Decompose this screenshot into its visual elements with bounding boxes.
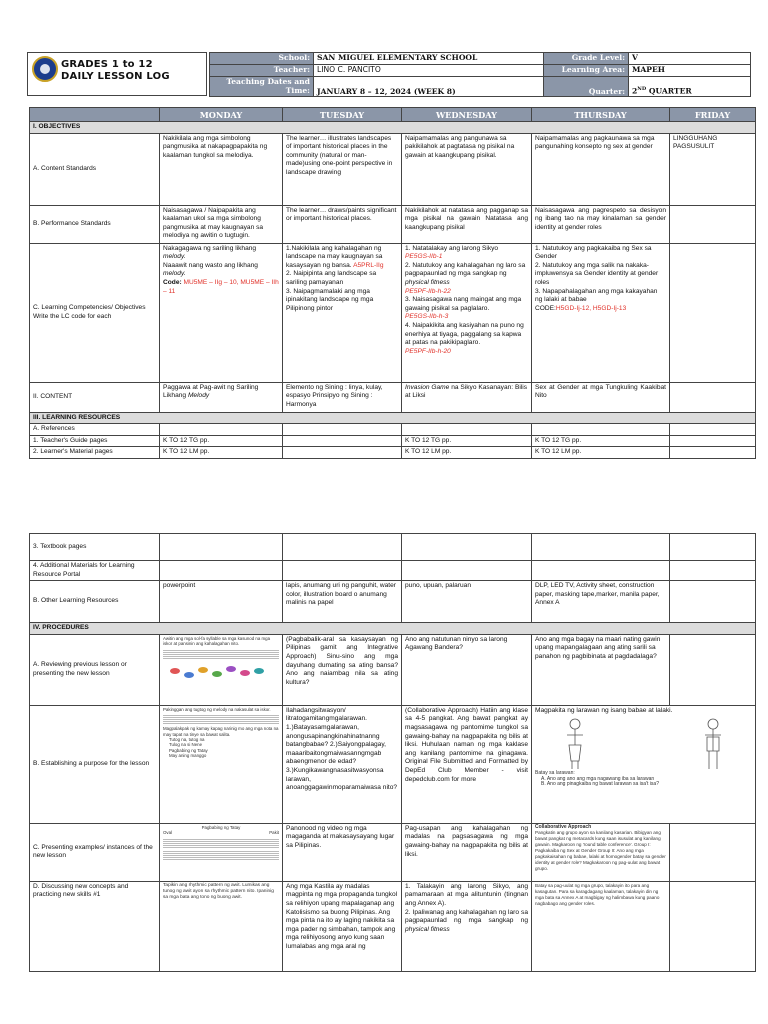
log-title: [61, 59, 170, 83]
score-staff-1: [163, 838, 279, 848]
competency-wed-4: 4. Naipakikita ang kasiyahan na puno ng enerhiya at tiyaga, paggalang sa kapwa at patas na pakikipaglaro.: [405, 321, 524, 347]
day-header-tuesday: TUESDAY: [283, 108, 402, 122]
additional-materials-row: [30, 561, 756, 581]
content-mon-text: Paggawa at Pag-awit ng Sariling Likhang: [163, 383, 259, 400]
competencies-mon: [160, 243, 283, 382]
competencies-row: [30, 243, 756, 382]
other-resources-tue: lapis, anumang uri ng panguhit, water color, illustration board o anumang malinis na papel: [283, 581, 402, 623]
presenting-wed: Pag-usapan ang kahalagahan ng madalas na pagsasagawa ng mga gawaing-bahay na nagpapakita ng bilis at liksi.: [402, 823, 532, 881]
lesson-log-table-page2: [29, 533, 756, 972]
content-wed: [402, 382, 532, 412]
references-row: [30, 424, 756, 436]
other-resources-thu: DLP, LED TV, Activity sheet, construction paper, masking tape,marker, manila paper, Annex A: [532, 581, 670, 623]
deped-header-logo-box: [27, 52, 207, 96]
competency-thu-1: 1. Natutukoy ang pagkakaiba ng Sex sa Gender: [535, 244, 652, 261]
objectives-section-label: I. OBJECTIVES: [30, 122, 756, 134]
reviewing-label: A. Reviewing previous lesson or presenting the new lesson: [30, 634, 160, 705]
textbook-pages-row: [30, 534, 756, 561]
competency-wed-2-text: 2. Natutukoy ang kahalagahan ng laro sa pagpapaunlad ng mga sangkap ng: [405, 261, 526, 278]
content-standards-fri: LINGGUHANG PAGSUSULIT: [670, 133, 756, 205]
establishing-wed: (Collaborative Approach) Hatiin ang klase sa 4-5 pangkat. Ang bawat pangkat ay magsasagawa ng pantomime tungkol sa gawaing-bahay na nagpapakita ng bilis at liksi. Huhulaan naman ng mga kaklase ang kanilang pantomime na ginagawa. Original File Submitted and Formatted by DepEd Club Member - visit depedclub.com for more: [402, 705, 532, 823]
additional-materials-label: 4. Additional Materials for Learning Resource Portal: [30, 561, 160, 581]
day-header-thursday: THURSDAY: [532, 108, 670, 122]
discussing-thu-text: Batay sa pag-uulat ng mga grupo, talakayin ito para ang kasagutan. Para sa karagdagang kaalaman, talakayin din ng mga bata sa Annex A at magbigay ng halimbawa kung paano nagbabago ang gender roles.: [535, 882, 660, 906]
day-header-wednesday: WEDNESDAY: [402, 108, 532, 122]
school-value: SAN MIGUEL ELEMENTARY SCHOOL: [314, 53, 544, 65]
reviewing-thu: Ano ang mga bagay na maari nating gawin upang mapangalagaan ang ating sarili sa panahon ng pagbibinata at pagdadalaga?: [532, 634, 670, 705]
establishing-thu-question-intro: Batay sa larawan:: [535, 770, 575, 777]
content-standards-tue: The learner… illustrates landscapes of important historical places in the community (natural or man-made)using one-point perspective in landscape drawing: [283, 133, 402, 205]
competency-wed-4-code: PE5PF-IIb-h-20: [405, 347, 451, 355]
establishing-thu-question-b: B. Ano ang pinagkaiba ng bawat larawan sa isa't isa?: [541, 781, 659, 788]
textbook-tue: [283, 534, 402, 561]
competency-thu-2: 2. Natutukoy ang mga salik na nakaka-impluwensya sa Gender identity at gender roles: [535, 261, 659, 286]
discussing-mon-text: Tapikin ang rhythmic pattern ng awit. Lumikas ang tunog ng awit ayon sa rhythmic pattern nito. Ipaninig sa mga bata ang tono ng buong awit.: [163, 882, 274, 901]
performance-standards-fri: [670, 205, 756, 243]
competency-mon-2-italic: melody.: [163, 270, 186, 278]
competency-mon-1-text: Nakagagawa ng sariling likhang: [163, 244, 257, 252]
day-header-monday: MONDAY: [160, 108, 283, 122]
tg-pages-wed: K TO 12 TG pp.: [402, 435, 532, 447]
discussing-wed-2-text: 2. Ipaliwanag ang kahalagahan ng laro sa pagpapaunlad ng mga sangkap ng: [405, 908, 528, 925]
textbook-fri: [670, 534, 756, 561]
song-line-3: Pagbabing ng Tatay: [169, 747, 208, 753]
discussing-wed-2-italic: physical fitness: [405, 925, 450, 933]
establishing-thu-figure: [532, 705, 756, 823]
presenting-mon-title: Pagbabing ng Tatay: [201, 824, 241, 830]
reviewing-tue: (Pagbabalik-aral sa kasaysayan ng Pilipinas gamit ang Integrative Approach) Sinu-sino ang mga dayuhang dumating sa ating bansa? Ano ang naiambag nila sa ating kultura?: [283, 634, 402, 705]
textbook-mon: [160, 534, 283, 561]
content-standards-row: [30, 133, 756, 205]
content-mon-italic: Melody: [187, 392, 210, 400]
establishing-thu-caption: Magpakita ng larawan ng isang babae at lalaki.: [535, 706, 673, 714]
competency-tue-3: 3. Naipagmamalaki ang mga ipinakitang landscape ng mga Pilipinong pintor: [286, 287, 374, 312]
music-staff-graphic: [163, 649, 279, 659]
establishing-label: B. Establishing a purpose for the lesson: [30, 705, 160, 823]
school-label: School:: [210, 53, 314, 65]
discussing-tue: Ang mga Kastila ay madalas magpinta ng mga propaganda tungkol sa relihiyon upang mapalaganap ang Katolisismo sa buong Pilipinas. Ang mga pinta na ito ay laging nakikita sa mga pader ng simbahan, tampok ang mga relihiyosong anyo kung saan lumalabas ang mga aral ng: [283, 881, 402, 971]
teaching-dates-value: JANUARY 8 – 12, 2024 (WEEK 8): [314, 77, 544, 97]
establishing-thu-question-a: A. Ano ang ano ang mga nagawang iba sa larawan: [541, 775, 655, 782]
competencies-label: C. Learning Competencies/ Objectives Write the LC code for each: [30, 243, 160, 382]
competency-thu-code-label: CODE:: [535, 304, 556, 312]
teaching-dates-label-line2: Time:: [285, 86, 310, 95]
log-title-line1: GRADES 1 to 12: [61, 59, 153, 70]
quarter-label: Quarter:: [544, 77, 629, 97]
content-mon: [160, 382, 283, 412]
discussing-row: [30, 881, 756, 971]
references-tue: [283, 424, 402, 436]
reviewing-mon-figure: [160, 634, 283, 705]
competencies-fri: [670, 243, 756, 382]
score-label-right: Pakit: [269, 830, 279, 836]
teaching-dates-label-line1: Teaching Dates and: [226, 77, 310, 86]
competency-tue-2: 2. Naipipinta ang landscape sa sariling pamayanan: [286, 270, 377, 286]
other-resources-row: [30, 581, 756, 623]
content-row: [30, 382, 756, 412]
presenting-thu: [532, 823, 670, 881]
presenting-thu-body: Pangkatin ang grupo ayon sa kanilang kasarian. Bibigyan ang bawat pangkat ng metacards kung saan isusulat ang kanilang gawain. Magkaroon ng 'round table conference'. Group I: Pagkakaiba ng Sex at Gender Group II: Ano ang mga pagkakaisahan ng babae, lalaki at homogender batay sa gender identity at gender role? Magkakaroon ng pag-uulat ang bawat grupo.: [535, 830, 666, 872]
content-standards-label: A. Content Standards: [30, 133, 160, 205]
procedures-section-label: IV. PROCEDURES: [30, 623, 756, 635]
quarter-number: 2: [632, 86, 638, 96]
quarter-word: QUARTER: [646, 86, 692, 96]
reviewing-fri: [670, 634, 756, 705]
competency-wed-2: [405, 262, 528, 288]
lm-pages-thu: K TO 12 LM pp.: [532, 447, 670, 459]
deped-seal-icon: [32, 56, 58, 82]
grade-level-value: V: [629, 53, 751, 65]
girl-and-boy-drawing: [535, 715, 755, 771]
discussing-fri: [670, 881, 756, 971]
competencies-thu: [532, 243, 670, 382]
song-line-2: Tulog na si Nene: [169, 742, 203, 748]
competency-tue-1-text: 1.Nakikilala ang kahalagahan ng landscape na may kaugnayan sa kasaysayan ng bansa.: [286, 244, 383, 269]
grade-level-label: Grade Level:: [544, 53, 629, 65]
content-tue: Elemento ng Sining : linya, kulay, espasyo Prinsipyo ng Sining : Harmonya: [283, 382, 402, 412]
content-thu: Sex at Gender at mga Tungkuling Kaakibat Nito: [532, 382, 670, 412]
tg-pages-row: [30, 435, 756, 447]
additional-fri: [670, 561, 756, 581]
references-thu: [532, 424, 670, 436]
competency-thu-code: [535, 305, 666, 314]
competency-thu-code-value: H5GD-Ij-12, H5GD-Ij-13: [555, 304, 627, 312]
performance-standards-thu: Naisasagawa ang pagrespeto sa desisyon ng ibang tao na may kinalaman sa gender identity at gender roles: [532, 205, 670, 243]
presenting-mon-figure: [160, 823, 283, 881]
other-resources-wed: puno, upuan, palaruan: [402, 581, 532, 623]
references-label: A. References: [30, 424, 160, 436]
resources-section-label: III. LEARNING RESOURCES: [30, 412, 756, 424]
competency-wed-2-code: PE5PF-IIb-h-22: [405, 287, 451, 295]
score-label-left: Oval: [163, 830, 173, 836]
colorful-notes-graphic: [163, 661, 275, 683]
content-standards-mon: Nakikilala ang mga simbolong pangmusika at nakapagpapakita ng kaalaman tungkol sa melodiya.: [160, 133, 283, 205]
competency-mon-code-label: Code:: [163, 278, 184, 286]
lm-pages-wed: K TO 12 LM pp.: [402, 447, 532, 459]
competency-wed-3: 3. Naisasagawa nang maingat ang mga gawaing pisikal sa paglalaro.: [405, 296, 522, 312]
teacher-label: Teacher:: [210, 65, 314, 77]
other-resources-mon: powerpoint: [160, 581, 283, 623]
page-break-gap: [0, 456, 768, 528]
reviewing-row: [30, 634, 756, 705]
learning-area-label: Learning Area:: [544, 65, 629, 77]
song-line-1: Tutog na, tutog na: [169, 737, 205, 742]
competency-mon-2: [163, 262, 279, 279]
content-wed-italic: Invasion Game: [405, 383, 450, 391]
establishing-mon-caption: Pakinggan ang tugtog ng melody na nakasulat sa iskor.: [163, 706, 271, 712]
references-mon: [160, 424, 283, 436]
discussing-wed-2: [405, 909, 528, 935]
quarter-suffix: ND: [637, 86, 647, 93]
lesson-log-table-page1: [29, 107, 756, 459]
discussing-mon: [160, 881, 283, 971]
teacher-value: LINO C. PANCITO: [314, 65, 544, 77]
competency-mon-2-text: Naaawit nang wasto ang likhang: [163, 261, 258, 269]
score-labels: [163, 830, 279, 835]
lm-pages-label: 2. Learner's Material pages: [30, 447, 160, 459]
song-instruction: Magpalakpak ng kamay kapag narinig mo ang mga nota na may tapat na tinye sa bawat salita.: [163, 726, 279, 737]
discussing-label: D. Discussing new concepts and practicing new skills #1: [30, 881, 160, 971]
content-wed-text: na Sikyo Kasanayan: Bilis at Liksi: [405, 383, 528, 400]
competency-wed-3-code: PE5GS-IIb-h-3: [405, 313, 449, 321]
competencies-wed: [402, 243, 532, 382]
discussing-thu: [532, 881, 670, 971]
learning-area-value: MAPEH: [629, 65, 751, 77]
performance-standards-row: [30, 205, 756, 243]
establishing-mon-figure: [160, 705, 283, 823]
performance-standards-mon: Naisasagawa / Naipapakita ang kaalaman ukol sa mga simbolong pangmusika at may kaugnayan sa melodiya ng awitin o tugtugin.: [160, 205, 283, 243]
competency-mon-1-italic: melody.: [163, 253, 186, 261]
textbook-pages-label: 3. Textbook pages: [30, 534, 160, 561]
tg-pages-mon: K TO 12 TG pp.: [160, 435, 283, 447]
quarter-value: [629, 77, 751, 97]
resources-section-row: [30, 412, 756, 424]
reviewing-wed: Ano ang natutunan ninyo sa larong Agawang Bandera?: [402, 634, 532, 705]
competencies-tue: [283, 243, 402, 382]
tg-pages-label: 1. Teacher's Guide pages: [30, 435, 160, 447]
presenting-row: [30, 823, 756, 881]
teaching-dates-label: [210, 77, 314, 97]
tg-pages-tue: [283, 435, 402, 447]
competency-thu-3: 3. Napapahalagahan ang mga kakayahan ng lalaki at babae: [535, 287, 658, 304]
establishing-tue: Ilahadangsitwasyon/ litratogamitangmgalarawan. 1.)Batayasamgalarawan, anongusapinangkinahinatnanng batangbabae? 2.)Saiyongpalagay, maaaribaitongmaiwasanngmgab abaengmenor de edad? 3.)Kungikawangnasasitwasyonsa larawan, anoanggagawinmoparamaiwasa nito?: [283, 705, 402, 823]
procedures-section-row: [30, 623, 756, 635]
textbook-wed: [402, 534, 532, 561]
tg-pages-fri: [670, 435, 756, 447]
additional-tue: [283, 561, 402, 581]
day-header-friday: FRIDAY: [670, 108, 756, 122]
discussing-wed: [402, 881, 532, 971]
competency-wed-2-italic: physical fitness: [405, 278, 450, 286]
establishing-row: [30, 705, 756, 823]
performance-standards-label: B. Performance Standards: [30, 205, 160, 243]
other-resources-fri: [670, 581, 756, 623]
additional-mon: [160, 561, 283, 581]
score-staff-2: [163, 850, 279, 860]
corner-cell: [30, 108, 160, 122]
presenting-label: C. Presenting examples/ instances of the new lesson: [30, 823, 160, 881]
other-resources-label: B. Other Learning Resources: [30, 581, 160, 623]
competency-tue-1-code: A5PRL-IIg: [353, 261, 384, 269]
additional-thu: [532, 561, 670, 581]
song-line-4: May aning manggo: [169, 753, 207, 759]
objectives-section-row: [30, 122, 756, 134]
textbook-thu: [532, 534, 670, 561]
presenting-tue: Panonood ng video ng mga magaganda at makasaysayang lugar sa Pilipinas.: [283, 823, 402, 881]
tg-pages-thu: K TO 12 TG pp.: [532, 435, 670, 447]
competency-mon-1: [163, 245, 279, 262]
additional-wed: [402, 561, 532, 581]
competency-tue-1: [286, 245, 398, 271]
content-standards-thu: Naipamamalas ang pagkaunawa sa mga pangunahing konsepto ng sex at gender: [532, 133, 670, 205]
presenting-fri: [670, 823, 756, 881]
song-staff-graphic: [163, 714, 279, 724]
competency-mon-code-value: MU5ME – IIg – 10, MU5ME – IIh – 11: [163, 278, 279, 295]
log-title-line2: DAILY LESSON LOG: [61, 71, 170, 82]
competency-wed-1-code: PE5GS-IIb-1: [405, 253, 443, 261]
presenting-thu-title: Collaborative Approach: [535, 823, 592, 830]
performance-standards-wed: Nakikilahok at natatasa ang pagganap sa mga pisikal na gawain Natatasa ang kaangkupang pisikal: [402, 205, 532, 243]
performance-standards-tue: The learner… draws/paints significant or important historical places.: [283, 205, 402, 243]
content-fri: [670, 382, 756, 412]
content-standards-wed: Naipamamalas ang pangunawa sa pakikilahok at pagtatasa ng pisikal na gawain at kaangkupang pisikal.: [402, 133, 532, 205]
header-info-table: [209, 52, 751, 97]
lm-pages-mon: K TO 12 LM pp.: [160, 447, 283, 459]
competency-wed-1: 1. Natatalakay ang larong Sikyo: [405, 244, 499, 252]
reviewing-mon-caption: Awitin ang mga sol-fa syllable sa mga kasunod na mga iskor at pansinin ang kahalagahan nito.: [163, 635, 271, 647]
content-label: II. CONTENT: [30, 382, 160, 412]
competency-mon-code: [163, 279, 279, 296]
discussing-wed-1: 1. Talakayin ang larong Sikyo, ang pamamaraan at mga alituntunin (tingnan ang Annex A).: [405, 882, 528, 907]
references-wed: [402, 424, 532, 436]
references-fri: [670, 424, 756, 436]
day-header-row: [30, 108, 756, 122]
